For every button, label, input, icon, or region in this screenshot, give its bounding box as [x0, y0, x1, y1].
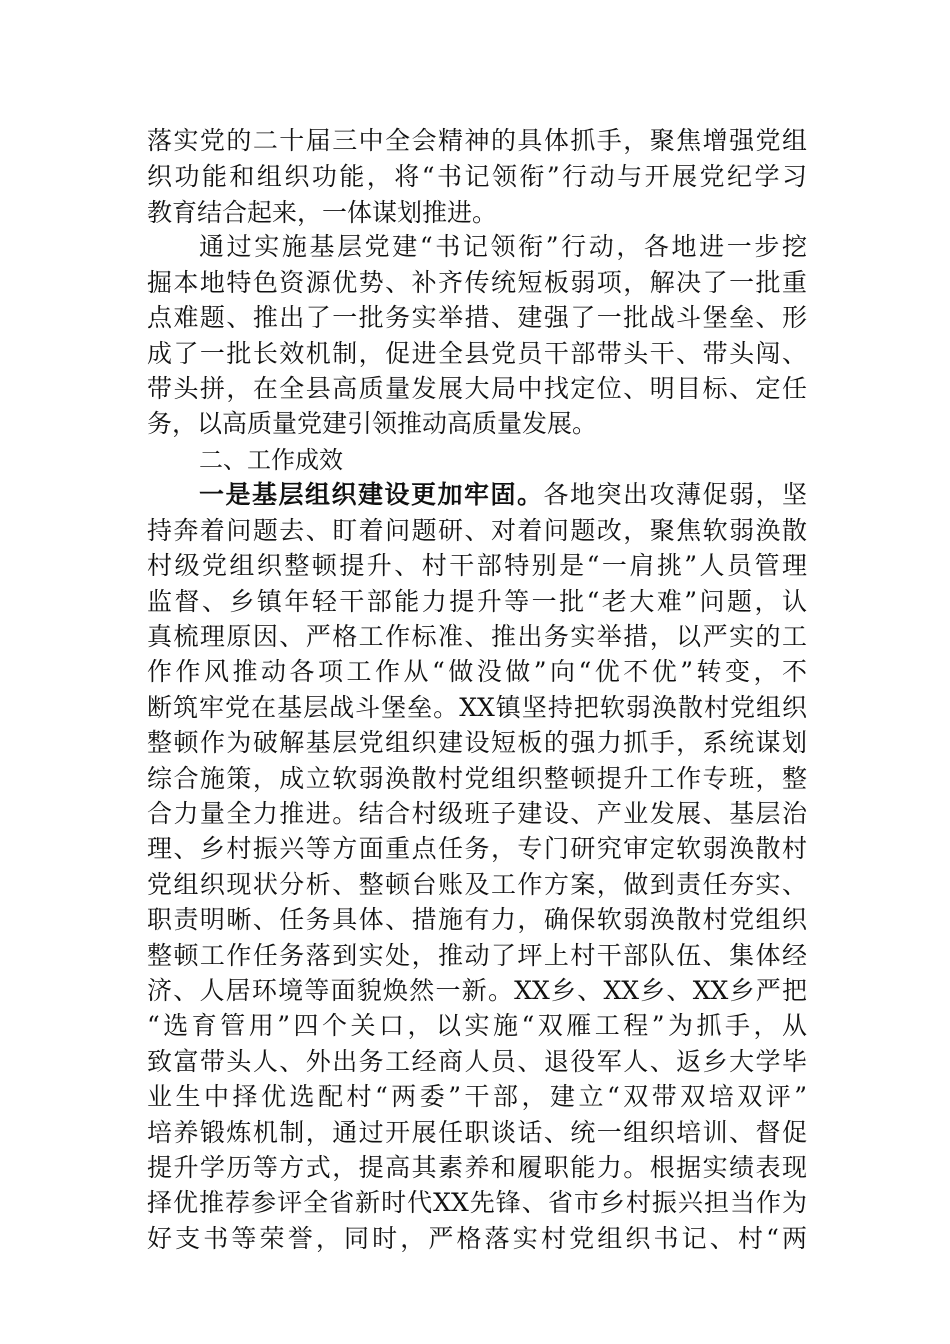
paragraph-line: 通过实施基层党建“书记领衔”行动，各地进一步挖: [199, 232, 807, 261]
paragraph-line: 好支书等荣誉，同时，严格落实村党组织书记、村“两: [147, 1224, 807, 1253]
paragraph-line: 务，以高质量党建引领推动高质量发展。: [147, 409, 598, 438]
paragraph-line: 监督、乡镇年轻干部能力提升等一批“老大难”问题，认: [147, 587, 807, 616]
paragraph-lead-rest: 各地突出攻薄促弱，坚: [543, 480, 807, 509]
paragraph-line: 致富带头人、外出务工经商人员、退役军人、返乡大学毕: [147, 1047, 807, 1076]
paragraph-line: 持奔着问题去、盯着问题研、对着问题改，聚焦软弱涣散: [147, 516, 807, 545]
paragraph-line: 断筑牢党在基层战斗堡垒。XX镇坚持把软弱涣散村党组织: [147, 693, 807, 722]
paragraph-line: 整顿作为破解基层党组织建设短板的强力抓手，系统谋划: [147, 728, 807, 757]
paragraph-line: 掘本地特色资源优势、补齐传统短板弱项，解决了一批重: [147, 268, 807, 297]
paragraph-line: 教育结合起来，一体谋划推进。: [147, 198, 498, 227]
paragraph-line: 党组织现状分析、整顿台账及工作方案，做到责任夯实、: [147, 870, 807, 899]
paragraph-line: 培养锻炼机制，通过开展任职谈话、统一组织培训、督促: [147, 1118, 807, 1147]
paragraph-line: “选育管用”四个关口，以实施“双雁工程”为抓手，从: [147, 1011, 807, 1040]
paragraph-line: 济、人居环境等面貌焕然一新。XX乡、XX乡、XX乡严把: [147, 976, 807, 1005]
paragraph-line: 择优推荐参评全省新时代XX先锋、省市乡村振兴担当作为: [147, 1188, 807, 1217]
paragraph-line: 真梳理原因、严格工作标准、推出务实举措，以严实的工: [147, 622, 807, 651]
paragraph-lead: 一是基层组织建设更加牢固。: [199, 480, 544, 509]
paragraph-line: 作作风推动各项工作从“做没做”向“优不优”转变，不: [147, 657, 807, 686]
section-heading: 二、工作成效: [199, 446, 343, 474]
paragraph-line: 理、乡村振兴等方面重点任务，专门研究审定软弱涣散村: [147, 834, 807, 863]
paragraph-line: 落实党的二十届三中全会精神的具体抓手，聚焦增强党组: [147, 126, 807, 155]
paragraph-line: 织功能和组织功能，将“书记领衔”行动与开展党纪学习: [147, 162, 807, 191]
paragraph-line: 村级党组织整顿提升、村干部特别是“一肩挑”人员管理: [147, 551, 807, 580]
paragraph-line: 带头拼，在全县高质量发展大局中找定位、明目标、定任: [147, 374, 807, 403]
paragraph-line: 业生中择优选配村“两委”干部，建立“双带双培双评”: [147, 1082, 807, 1111]
paragraph-line: 提升学历等方式，提高其素养和履职能力。根据实绩表现: [147, 1153, 807, 1182]
paragraph-line: 综合施策，成立软弱涣散村党组织整顿提升工作专班，整: [147, 764, 807, 793]
paragraph-line: 整顿工作任务落到实处，推动了坪上村干部队伍、集体经: [147, 941, 807, 970]
paragraph-line: 成了一批长效机制，促进全县党员干部带头干、带头闯、: [147, 339, 807, 368]
paragraph-line: 点难题、推出了一批务实举措、建强了一批战斗堡垒、形: [147, 303, 807, 332]
paragraph-first-line: [199, 476, 807, 514]
paragraph-line: 合力量全力推进。结合村级班子建设、产业发展、基层治: [147, 799, 807, 828]
paragraph-line: 职责明晰、任务具体、措施有力，确保软弱涣散村党组织: [147, 905, 807, 934]
